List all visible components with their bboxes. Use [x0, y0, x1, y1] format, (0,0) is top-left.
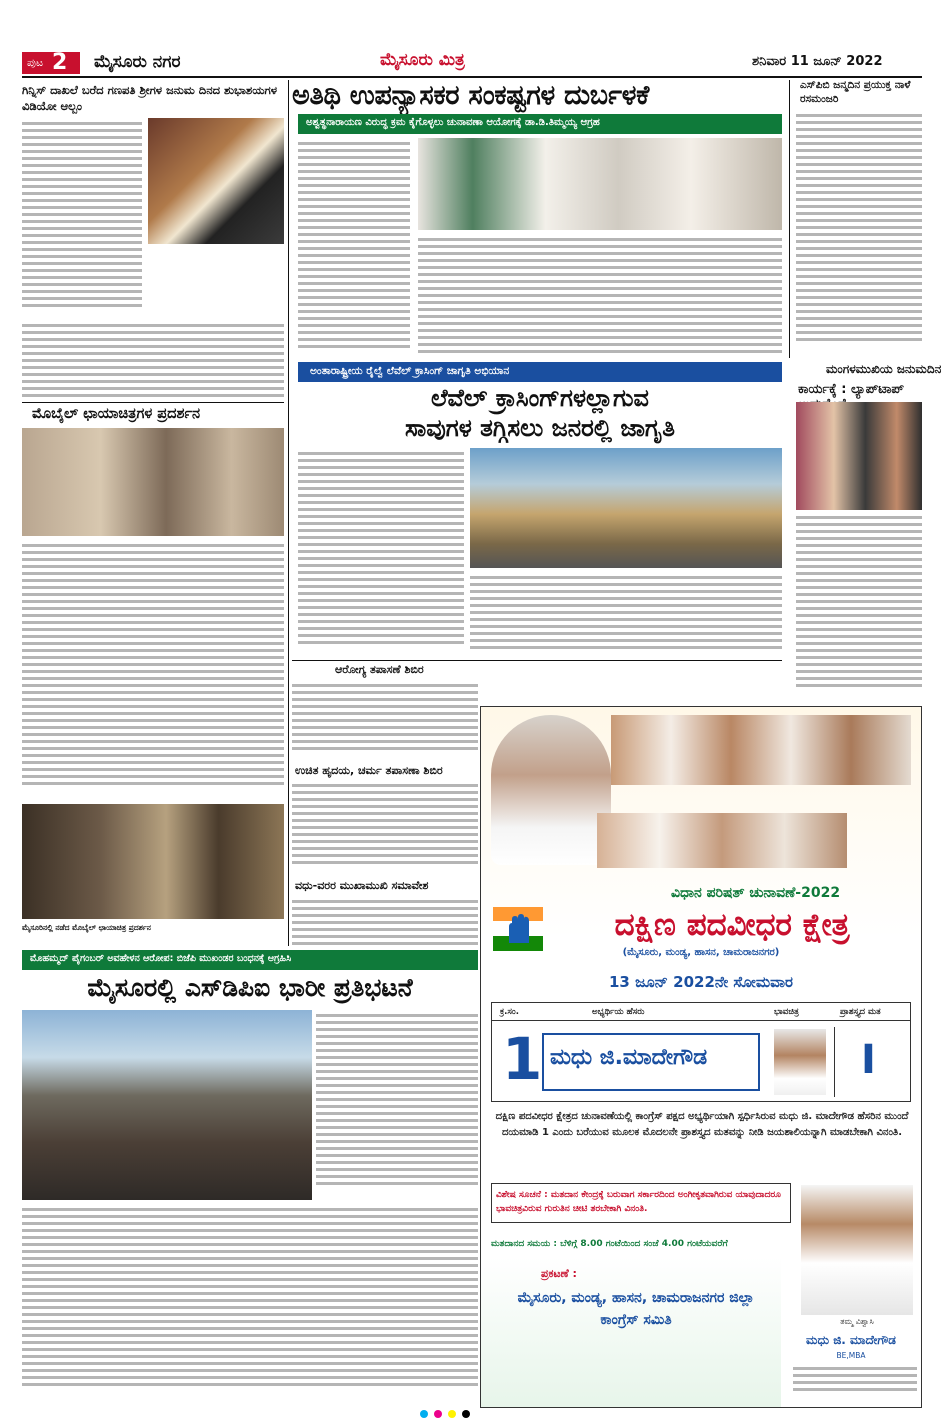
ad-election-name: ವಿಧಾನ ಪರಿಷತ್ ಚುನಾವಣೆ-2022 — [671, 885, 841, 901]
page-number: 2 — [52, 50, 68, 75]
level-crossing-kicker-band — [298, 362, 782, 382]
mobile-photo-headline: ಮೊಬೈಲ್ ಛಾಯಾಚಿತ್ರಗಳ ಪ್ರದರ್ಶನ — [32, 406, 201, 422]
ad-districts: (ಮೈಸೂರು, ಮಂಡ್ಯ, ಹಾಸನ, ಚಾಮರಾಜನಗರ) — [622, 947, 780, 958]
level-crossing-kicker: ಅಂತಾರಾಷ್ಟ್ರೀಯ ರೈಲ್ವೆ ಲೆವೆಲ್ ಕ್ರಾಸಿಂಗ್ ಜಾಗೃತಿ ಅಭಿಯಾನ — [310, 365, 510, 377]
column-rule — [288, 80, 289, 946]
divider — [22, 402, 284, 403]
laptop-headline-2: ಕಾರ್ಯಕ್ಕೆ : ಲ್ಯಾಪ್‌ಟಾಪ್ — [798, 382, 904, 397]
level-crossing-headline-1: ಲೆವೆಲ್ ಕ್ರಾಸಿಂಗ್‌ಗಳಲ್ಲಾಗುವ — [431, 384, 649, 412]
ad-timing: ಮತದಾನದ ಸಮಯ : ಬೆಳಿಗ್ಗೆ 8.00 ಗಂಟೆಯಿಂದ ಸಂಜೆ 4.00 ಗಂಟೆಯವರೆಗೆ — [491, 1239, 728, 1249]
sdpi-photo — [22, 1010, 312, 1200]
spb-body — [796, 110, 922, 356]
ad-appeal: ದಕ್ಷಿಣ ಪದವೀಧರ ಕ್ಷೇತ್ರದ ಚುನಾವಣೆಯಲ್ಲಿ ಕಾಂಗ್ರೆಸ್ ಪಕ್ಷದ ಅಭ್ಯರ್ಥಿಯಾಗಿ ಸ್ಪರ್ಧಿಸಿರುವ ಮಧು ಜಿ. ಮಾದೇಗೌಡ ಹೆಸರಿನ ಮುಂದೆ ದಯಮಾಡಿ 1 ಎಂದು ಬರೆಯುವ ಮೂಲಕ ಮೊದಲನೇ ಪ್ರಾಶಸ್ತ್ಯದ ಮತವನ್ನು ನೀಡಿ ಜಯಶಾಲಿಯನ್ನಾಗಿ ಮಾಡಬೇಕಾಗಿ ವಿನಂತಿ. — [495, 1111, 909, 1138]
leaders-row-2 — [597, 813, 847, 868]
heart-camp-headline: ಉಚಿತ ಹೃದಯ, ಚರ್ಮ ತಪಾಸಣಾ ಶಿಬಿರ — [295, 764, 443, 777]
mobile-photo-image — [22, 428, 284, 536]
column-rule — [789, 80, 790, 358]
ballot-candidate-photo — [774, 1029, 826, 1095]
ad-poll-date: 13 ಜೂನ್ 2022ನೇ ಸೋಮವಾರ — [609, 973, 793, 991]
vadhu-vara-headline: ವಧು-ವರರ ಮುಖಾಮುಖಿ ಸಮಾವೇಶ — [295, 879, 429, 892]
paper-name: ಮೈಸೂರು ಮಿತ್ರ — [380, 50, 465, 70]
health-camp-headline: ಆರೋಗ್ಯ ತಪಾಸಣೆ ಶಿಬಿರ — [335, 663, 424, 676]
laptop-body — [796, 512, 922, 702]
ballot-vote-box — [834, 1027, 906, 1097]
leader-photo-large — [491, 715, 611, 865]
level-crossing-photo — [470, 448, 782, 568]
ballot-vote-mark: I — [861, 1037, 876, 1083]
ganapathi-headline: ಗಿನ್ನಿಸ್ ದಾಖಲೆ ಬರೆದ ಗಣಪತಿ ಶ್ರೀಗಳ ಜನುಮ ದಿನದ ಶುಭಾಶಯಗಳ ವಿಡಿಯೋ ಆಲ್ಬಂ — [22, 83, 277, 113]
guest-lecturers-photo — [418, 138, 782, 230]
ballot-col-name: ಅಭ್ಯರ್ಥಿಯ ಹೆಸರು — [592, 1007, 645, 1017]
health-camp-body — [292, 680, 478, 760]
issue-date: ಶನಿವಾರ 11 ಜೂನ್ 2022 — [752, 54, 883, 69]
ad-signoff: ತಮ್ಮ ವಿಶ್ವಾಸಿ — [840, 1317, 874, 1326]
ad-publisher: ಮೈಸೂರು, ಮಂಡ್ಯ, ಹಾಸನ, ಚಾಮರಾಜನಗರ ಜಿಲ್ಲಾ ಕಾಂಗ್ರೆಸ್ ಸಮಿತಿ — [517, 1290, 755, 1328]
congress-hand-icon — [493, 907, 543, 951]
guest-lecturers-headline: ಅತಿಥಿ ಉಪನ್ಯಾಸಕರ ಸಂಕಷ್ಟಗಳ ದುರ್ಬಳಕೆ — [292, 80, 649, 111]
masthead-rule — [22, 76, 922, 78]
ballot-serial: 1 — [502, 1025, 543, 1093]
ballot-col-photo: ಭಾವಚಿತ್ರ — [774, 1007, 799, 1017]
level-crossing-body-1 — [298, 448, 464, 658]
guest-lecturers-subhead: ಅಶ್ವತ್ಥನಾರಾಯಣ ವಿರುದ್ಧ ಕ್ರಮ ಕೈಗೊಳ್ಳಲು ಚುನಾವಣಾ ಆಯೋಗಕ್ಕೆ ಡಾ.ಡಿ.ತಿಮ್ಮಯ್ಯ ಆಗ್ರಹ — [306, 117, 600, 128]
leaders-panel — [481, 707, 921, 937]
ganapathi-body — [22, 118, 142, 318]
laptop-photo — [796, 402, 922, 510]
sdpi-body-1 — [316, 1010, 478, 1200]
spb-headline: ಎಸ್‌ಪಿಬಿ ಜನ್ಮದಿನ ಪ್ರಯುಕ್ತ ನಾಳೆ ರಸಮಂಜರಿ — [800, 79, 911, 105]
sdpi-headline: ಮೈಸೂರಲ್ಲಿ ಎಸ್‌ಡಿಪಿಐ ಭಾರೀ ಪ್ರತಿಭಟನೆ — [87, 973, 413, 1002]
ballot-col-vote: ಪ್ರಾಶಸ್ತ್ಯದ ಮತ — [840, 1007, 881, 1017]
ballot-col-no: ಕ್ರ.ಸಂ. — [500, 1007, 519, 1017]
election-ad — [480, 706, 922, 1408]
color-registration-marks — [420, 1410, 530, 1420]
ballot-table — [491, 1002, 911, 1102]
level-crossing-headline-2: ಸಾವುಗಳ ತಗ್ಗಿಸಲು ಜನರಲ್ಲಿ ಜಾಗೃತಿ — [405, 414, 675, 442]
page-number-badge — [22, 52, 80, 74]
guest-lecturers-subhead-band — [298, 114, 782, 134]
section-name: ಮೈಸೂರು ನಗರ — [94, 52, 181, 72]
ballot-candidate-name: ಮಧು ಜಿ.ಮಾದೇಗೌಡ — [550, 1045, 708, 1070]
level-crossing-body-2 — [470, 572, 782, 658]
laptop-headline-1: ಮಂಗಳಮುಖಿಯ ಜನುಮದಿನ — [826, 362, 942, 376]
ad-notice: ವಿಶೇಷ ಸೂಚನೆ : ಮತದಾನ ಕೇಂದ್ರಕ್ಕೆ ಬರುವಾಗ ಸರ್ಕಾರದಿಂದ ಅಂಗೀಕೃತವಾಗಿರುವ ಯಾವುದಾದರೂ ಭಾವಚಿತ್ರವಿರುವ ಗುರುತಿನ ಚೀಟಿ ತರಬೇಕಾಗಿ ವಿನಂತಿ. — [491, 1183, 791, 1223]
ganapathi-photo — [148, 118, 284, 244]
leaders-row-1 — [611, 715, 911, 785]
ad-sign-degree: BE,MBA — [836, 1351, 866, 1360]
publisher-panel — [481, 1257, 781, 1407]
ad-sign-name: ಮಧು ಜಿ. ಮಾದೇಗೌಡ — [806, 1333, 896, 1347]
event-photo — [22, 804, 284, 919]
ad-constituency: ದಕ್ಷಿಣ ಪದವೀಧರ ಕ್ಷೇತ್ರ — [614, 907, 850, 943]
ballot-header — [492, 1003, 910, 1021]
sdpi-body-2 — [22, 1204, 478, 1406]
ad-publisher-label: ಪ್ರಕಟಣೆ : — [541, 1267, 577, 1280]
sdpi-kicker-band — [22, 950, 478, 970]
mobile-photo-body — [22, 540, 284, 802]
guest-lecturers-body-1 — [298, 138, 410, 358]
ad-sign-titles — [793, 1363, 917, 1403]
heart-camp-body — [292, 780, 478, 876]
event-photo-caption: ಮೈಸೂರಿನಲ್ಲಿ ನಡೆದ ಮೊಬೈಲ್ ಛಾಯಾಚಿತ್ರ ಪ್ರದರ್ಶನ — [22, 923, 151, 932]
sdpi-kicker: ಮೊಹಮ್ಮದ್ ಪೈಗಂಬರ್ ಅವಹೇಳನ ಆರೋಪ: ಬಿಜೆಪಿ ಮುಖಂಡರ ಬಂಧನಕ್ಕೆ ಆಗ್ರಹಿಸಿ — [30, 953, 292, 964]
candidate-greeting-photo — [801, 1185, 913, 1315]
vadhu-vara-body — [292, 896, 478, 950]
ballot-name-box — [542, 1033, 760, 1091]
divider — [292, 660, 782, 661]
page-label: ಪುಟ — [27, 56, 44, 69]
guest-lecturers-body-2 — [418, 234, 782, 358]
ganapathi-body-2 — [22, 320, 284, 402]
